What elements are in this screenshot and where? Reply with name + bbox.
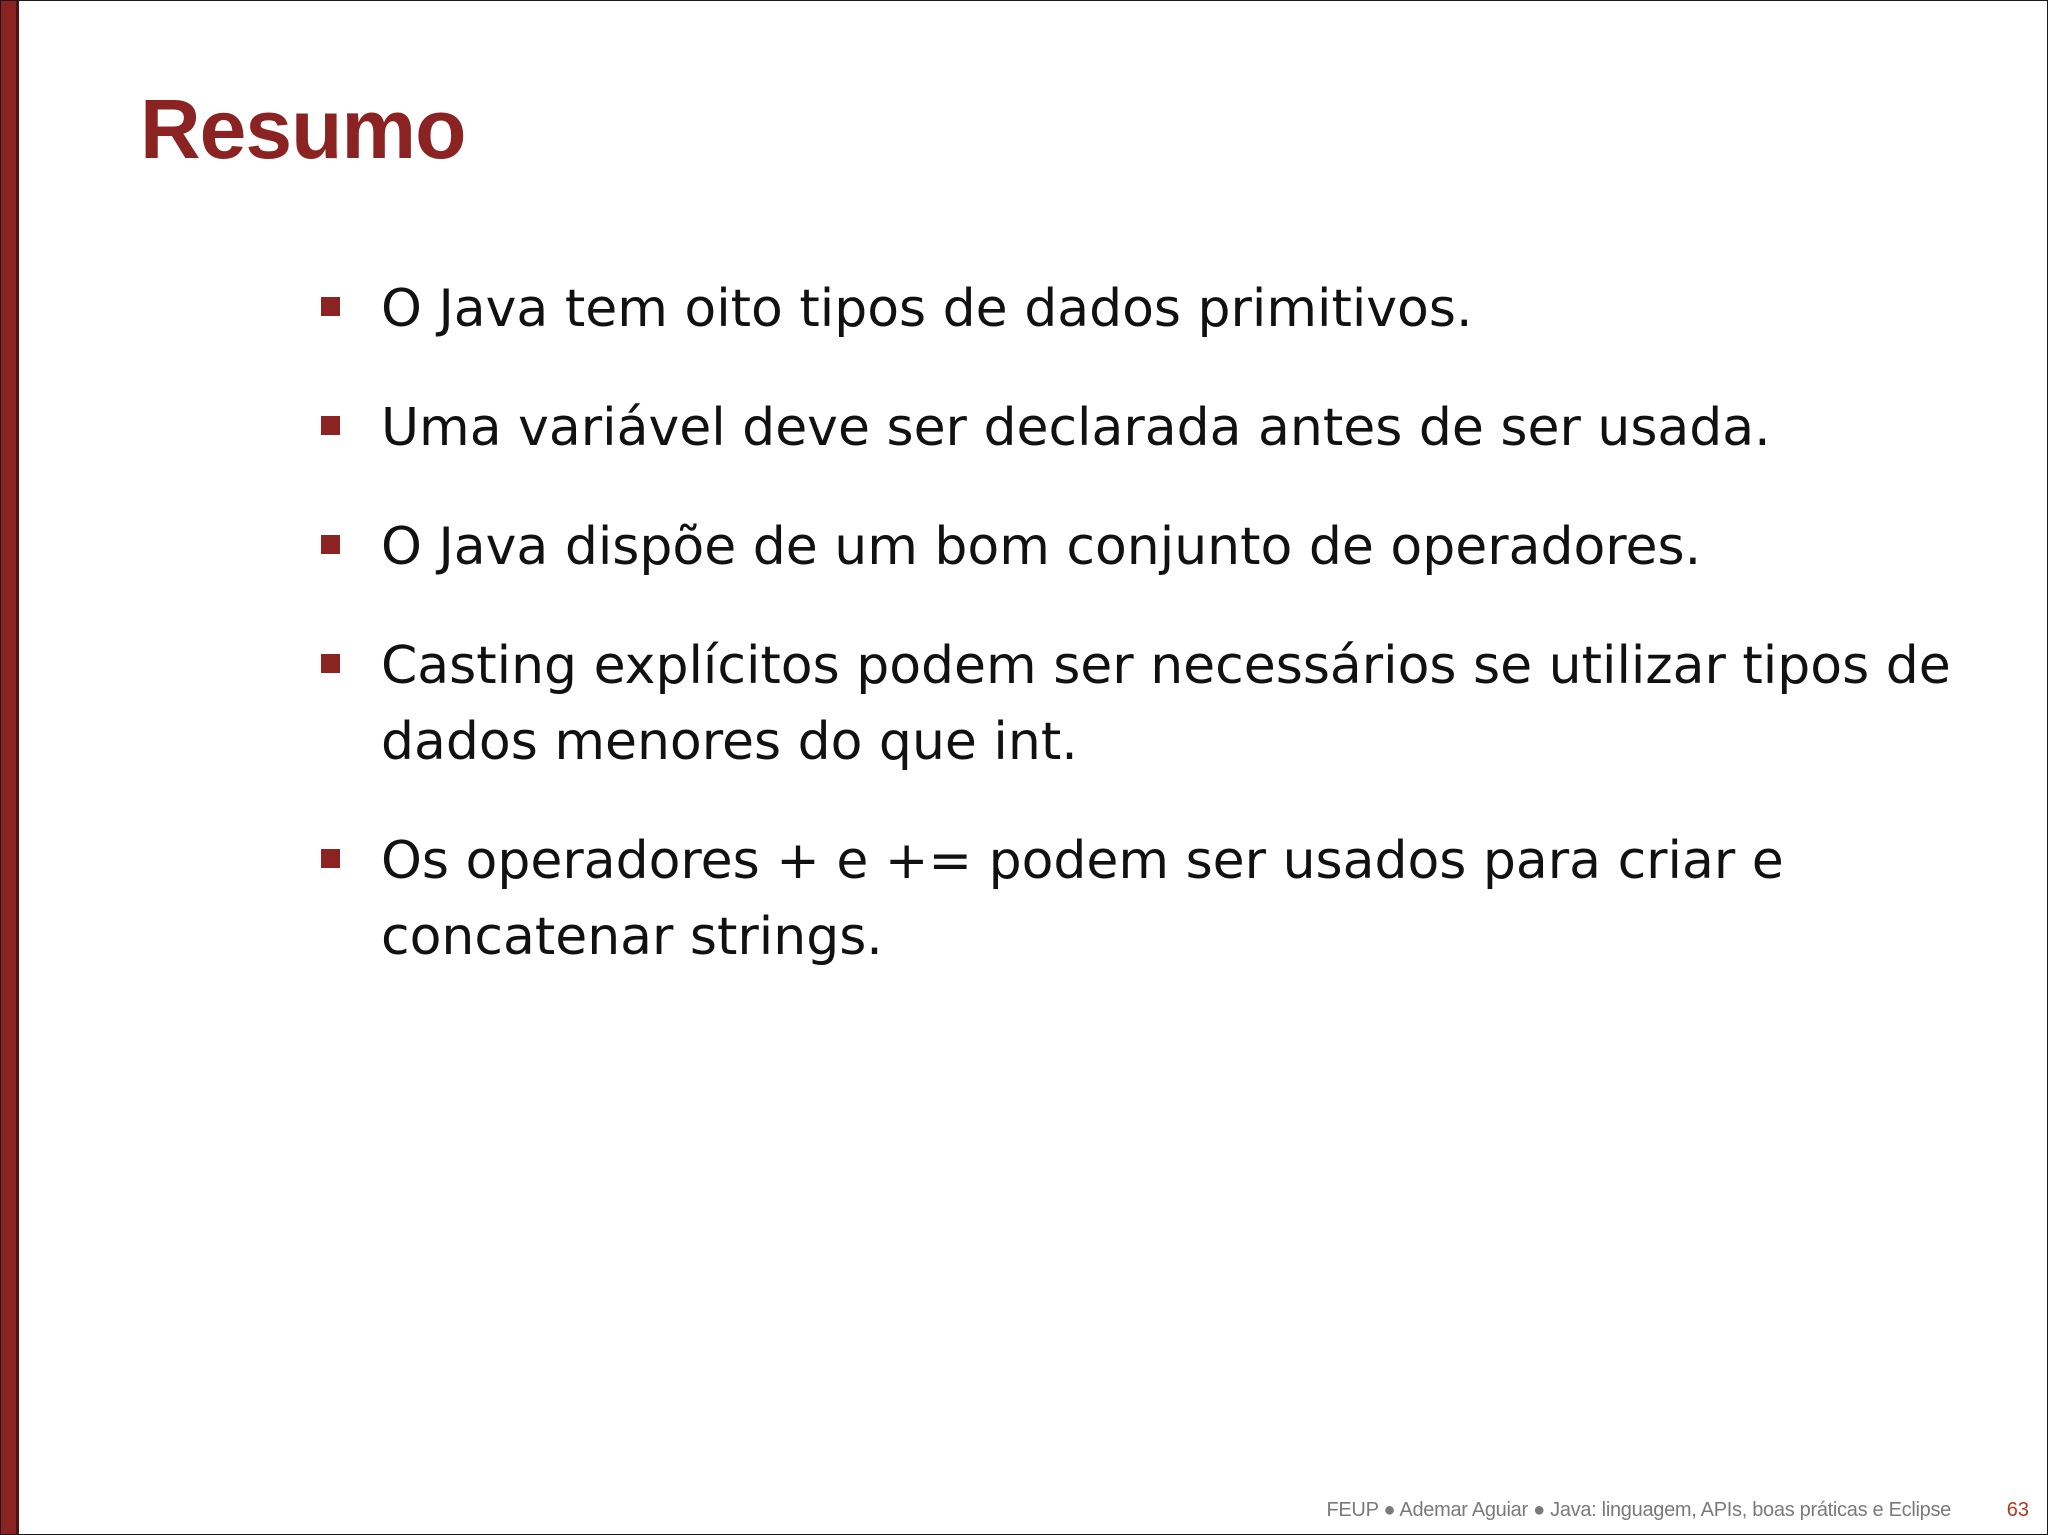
bullet-text: Uma variável deve ser declarada antes de ser usada. (381, 398, 1771, 458)
bullet-text: Os operadores + e += podem ser usados para criar e concatenar strings. (381, 831, 1784, 967)
bullet-list (319, 271, 1959, 1018)
bullet-item (319, 628, 1959, 780)
slide-footer: FEUP ● Ademar Aguiar ● Java: linguagem, APIs, boas práticas e Eclipse (1326, 1499, 1951, 1521)
slide-title: Resumo (140, 82, 466, 176)
square-bullet-icon (321, 416, 340, 435)
left-accent-bar-edge (16, 1, 19, 1534)
left-accent-bar (1, 1, 16, 1534)
bullet-item (319, 509, 1959, 585)
square-bullet-icon (321, 654, 340, 673)
bullet-text: O Java tem oito tipos de dados primitivos. (381, 279, 1473, 339)
bullet-item (319, 271, 1959, 347)
square-bullet-icon (321, 297, 340, 316)
square-bullet-icon (321, 849, 340, 868)
square-bullet-icon (321, 535, 340, 554)
bullet-item (319, 823, 1959, 975)
bullet-text: Casting explícitos podem ser necessários se utilizar tipos de dados menores do que int. (381, 636, 1951, 772)
page-number: 63 (2006, 1499, 2029, 1521)
bullet-text: O Java dispõe de um bom conjunto de operadores. (381, 517, 1702, 577)
bullet-item (319, 390, 1959, 466)
